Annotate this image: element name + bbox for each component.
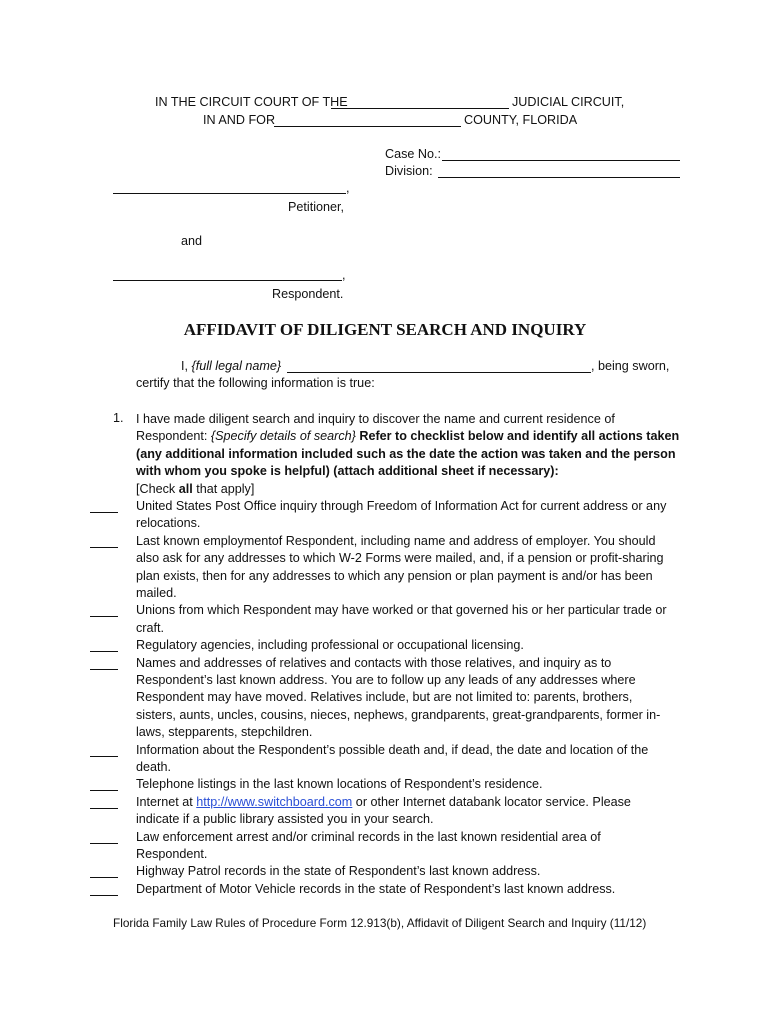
checklist-item-line: Names and addresses of relatives and contacts with those relatives, and inquiry as to bbox=[136, 655, 612, 670]
case-no-label: Case No.: bbox=[385, 147, 441, 161]
caption-line2-suffix: COUNTY, FLORIDA bbox=[464, 113, 578, 127]
and-label: and bbox=[181, 234, 203, 248]
checklist-item-line: Last known employmentof Respondent, including name and address of employer. You should bbox=[136, 533, 656, 548]
case-no-field[interactable] bbox=[442, 160, 680, 161]
document-title: AFFIDAVIT OF DILIGENT SEARCH AND INQUIRY bbox=[183, 320, 587, 339]
checklist-item-line: craft. bbox=[136, 620, 164, 635]
section1-line1: I have made diligent search and inquiry to discover the name and current residence of bbox=[136, 412, 615, 426]
checklist-item-line: Respondent. bbox=[136, 847, 208, 861]
checklist-checkbox-line[interactable] bbox=[90, 616, 118, 617]
caption-line2-label: IN AND FOR bbox=[203, 113, 276, 127]
respondent-field[interactable] bbox=[113, 280, 342, 281]
checklist-item-line: sisters, aunts, uncles, cousins, nieces, nephews, grandparents, great-grandparents, former in- bbox=[136, 707, 661, 722]
caption-line1-label: IN THE CIRCUIT COURT OF THE bbox=[155, 95, 348, 109]
checklist-item bbox=[136, 794, 696, 829]
section1-bold1: Refer to checklist below and identify all actions taken bbox=[355, 429, 680, 444]
checklist-item bbox=[136, 776, 696, 793]
checklist-checkbox-line[interactable] bbox=[90, 512, 118, 513]
switchboard-link[interactable]: http://www.switchboard.com bbox=[196, 794, 353, 809]
checklist-item-line: relocations. bbox=[136, 516, 201, 531]
full-legal-name-field[interactable] bbox=[287, 372, 591, 373]
checklist-item-line: United States Post Office inquiry through Freedom of Information Act for current address or any bbox=[136, 499, 667, 513]
checklist-item-line: Law enforcement arrest and/or criminal records in the last known residential area of bbox=[136, 829, 601, 844]
checklist-checkbox-line[interactable] bbox=[90, 669, 118, 670]
checklist-checkbox-line[interactable] bbox=[90, 651, 118, 652]
checklist-checkbox-line[interactable] bbox=[90, 877, 118, 878]
intro-suffix: , being sworn, bbox=[591, 359, 670, 373]
checklist-checkbox-line[interactable] bbox=[90, 790, 118, 791]
checklist-checkbox-line[interactable] bbox=[90, 808, 118, 809]
checklist-item-line: Telephone listings in the last known locations of Respondent’s residence. bbox=[136, 777, 543, 792]
respondent-label: Respondent. bbox=[272, 287, 344, 301]
checklist-item-line: plan exists, then for any addresses to which any pension or plan payment is and/or has been bbox=[136, 568, 653, 583]
form-footer: Florida Family Law Rules of Procedure Form 12.913(b), Affidavit of Diligent Search and Inquiry (11/12) bbox=[113, 916, 647, 930]
checklist-item bbox=[136, 655, 696, 742]
checklist-item bbox=[136, 533, 696, 603]
intro-line1 bbox=[181, 359, 281, 373]
intro-prefix: I, bbox=[181, 359, 192, 373]
checklist-item bbox=[136, 637, 696, 654]
checklist-checkbox-line[interactable] bbox=[90, 895, 118, 896]
checklist-checkbox-line[interactable] bbox=[90, 547, 118, 548]
checklist-item-line: Respondent’s last known address. You are to follow up any leads of any addresses where bbox=[136, 673, 636, 687]
petitioner-comma: , bbox=[346, 181, 350, 195]
full-legal-name-hint: {full legal name} bbox=[191, 359, 282, 373]
division-field[interactable] bbox=[438, 177, 680, 178]
checklist-item-line: Information about the Respondent’s possible death and, if dead, the date and location of the bbox=[136, 742, 649, 757]
checklist-item-line: Highway Patrol records in the state of Respondent’s last known address. bbox=[136, 864, 541, 879]
checklist-item-line: mailed. bbox=[136, 586, 177, 601]
checklist-item-line: laws, stepparents, stepchildren. bbox=[136, 725, 313, 740]
section1-specify-label: Respondent: bbox=[136, 429, 211, 444]
checklist-item bbox=[136, 829, 696, 864]
specify-details-hint: {Specify details of search} bbox=[210, 429, 356, 444]
checklist-item-line: Respondent may have moved. Relatives include, but are not limited to: parents, brothers, bbox=[136, 690, 633, 705]
checklist-item-line: Internet at http://www.switchboard.com or other Internet databank locator service. Please bbox=[136, 794, 631, 809]
checklist-item-line: Regulatory agencies, including professional or occupational licensing. bbox=[136, 638, 524, 653]
checklist-item bbox=[136, 863, 696, 880]
checklist-item bbox=[136, 498, 696, 533]
section1-number: 1. bbox=[113, 411, 124, 425]
petitioner-field[interactable] bbox=[113, 193, 346, 194]
checklist-item bbox=[136, 602, 696, 637]
division-label: Division: bbox=[385, 164, 433, 178]
section1-line2 bbox=[136, 428, 696, 445]
checklist-item bbox=[136, 881, 696, 898]
checklist-item-line: indicate if a public library assisted you in your search. bbox=[136, 812, 434, 827]
section1-body bbox=[136, 411, 696, 498]
checklist-item-line: Unions from which Respondent may have worked or that governed his or her particular trade or bbox=[136, 603, 667, 618]
checklist-item-line: death. bbox=[136, 760, 172, 774]
judicial-circuit-field[interactable] bbox=[331, 108, 509, 109]
check-instruction: [Check all that apply] bbox=[136, 481, 255, 496]
section1-bold2: (any additional information included such as the date the action was taken and the person bbox=[136, 446, 676, 461]
intro-line2: certify that the following information is true: bbox=[136, 376, 375, 390]
section1-bold3: with whom you spoke is helpful) (attach additional sheet if necessary): bbox=[136, 464, 559, 479]
checklist-item bbox=[136, 742, 696, 777]
caption-line1-suffix: JUDICIAL CIRCUIT, bbox=[512, 95, 625, 109]
checklist-item-line: Department of Motor Vehicle records in the state of Respondent’s last known address. bbox=[136, 881, 616, 896]
checklist-checkbox-line[interactable] bbox=[90, 843, 118, 844]
checklist-checkbox-line[interactable] bbox=[90, 756, 118, 757]
checklist-item-line: also ask for any addresses to which W-2 Forms were mailed, and, if a pension or profit-sharing bbox=[136, 551, 664, 566]
county-field[interactable] bbox=[274, 126, 461, 127]
petitioner-label: Petitioner, bbox=[288, 200, 345, 214]
respondent-comma: , bbox=[342, 268, 346, 282]
